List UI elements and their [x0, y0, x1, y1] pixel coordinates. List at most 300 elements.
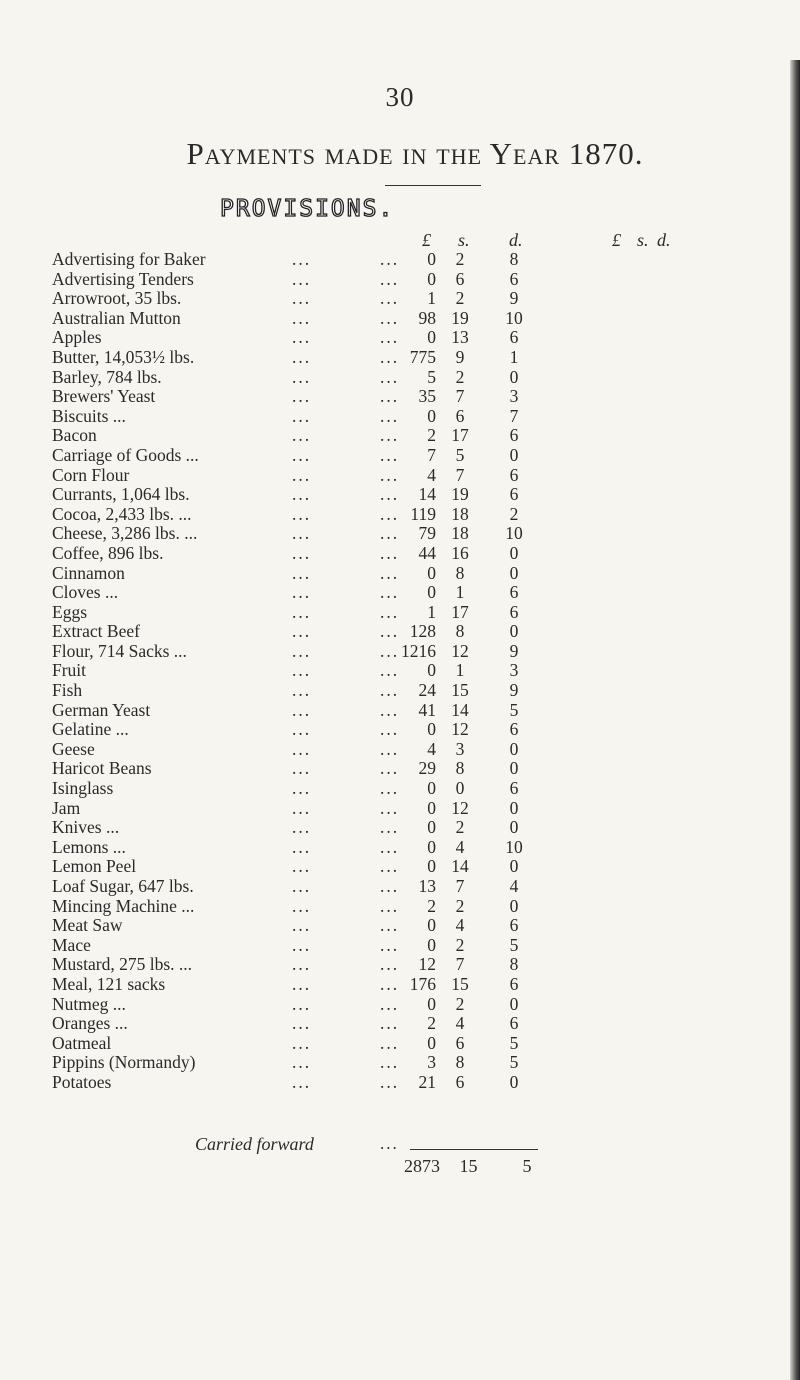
amount-pounds: 24	[418, 680, 436, 701]
table-row	[0, 661, 800, 681]
leader-dots: ...	[292, 405, 312, 426]
amount-pounds: 1216	[401, 640, 436, 661]
table-row	[0, 720, 800, 740]
leader-dots: ...	[292, 738, 312, 759]
table-row	[0, 681, 800, 701]
item-label: Potatoes	[52, 1071, 112, 1092]
leader-dots: ...	[380, 719, 400, 740]
leader-dots: ...	[380, 758, 400, 779]
amount-shillings: 8	[455, 758, 465, 779]
item-label: Butter, 14,053½ lbs.	[52, 346, 195, 367]
amount-pence: 0	[509, 817, 519, 838]
leader-dots: ...	[292, 915, 312, 936]
amount-pounds: 98	[418, 307, 436, 328]
table-row	[0, 857, 800, 877]
amount-pounds: 3	[427, 1052, 436, 1073]
col1-shillings-header: s.	[458, 230, 470, 250]
item-label: Currants, 1,064 lbs.	[52, 484, 190, 505]
amount-pence: 0	[509, 621, 519, 642]
item-label: Cheese, 3,286 lbs. ...	[52, 523, 198, 544]
item-label: Oatmeal	[52, 1032, 112, 1053]
amount-pounds: 4	[427, 738, 436, 759]
amount-pounds: 176	[409, 973, 436, 994]
table-row	[0, 524, 800, 544]
amount-pence: 6	[509, 915, 519, 936]
amount-pounds: 0	[427, 582, 436, 603]
leader-dots: ...	[292, 464, 312, 485]
amount-pounds: 1	[427, 288, 436, 309]
item-label: Apples	[52, 327, 102, 348]
amount-pounds: 21	[418, 1071, 436, 1092]
item-label: Loaf Sugar, 647 lbs.	[52, 876, 194, 896]
item-label: Extract Beef	[52, 621, 140, 642]
table-row	[0, 995, 800, 1015]
leader-dots: ...	[380, 464, 400, 485]
item-label: Geese	[52, 738, 95, 759]
amount-shillings: 2	[455, 288, 465, 309]
item-label: Cocoa, 2,433 lbs. ...	[52, 503, 192, 524]
leader-dots: ...	[380, 993, 400, 1014]
amount-pence: 9	[509, 680, 519, 701]
item-label: Gelatine ...	[52, 719, 129, 740]
amount-pence: 6	[509, 268, 519, 289]
leader-dots: ...	[292, 249, 312, 269]
leader-dots: ...	[292, 895, 312, 916]
amount-shillings: 6	[455, 1071, 465, 1092]
amount-pence: 0	[509, 797, 519, 818]
leader-dots: ...	[380, 484, 400, 505]
leader-dots: ...	[380, 386, 400, 407]
amount-pence: 0	[509, 1071, 519, 1092]
leader-dots: ...	[380, 660, 400, 681]
amount-pence: 1	[509, 346, 519, 367]
amount-shillings: 1	[455, 582, 465, 603]
amount-pounds: 44	[418, 542, 436, 563]
amount-pounds: 2	[427, 425, 436, 446]
amount-pence: 3	[509, 660, 519, 681]
amount-pence: 10	[505, 836, 523, 857]
amount-shillings: 7	[455, 386, 465, 407]
leader-dots: ...	[380, 856, 400, 877]
leader-dots: ...	[292, 640, 312, 661]
title-rule	[385, 185, 481, 186]
leader-dots: ...	[380, 288, 400, 309]
amount-pounds: 775	[409, 346, 436, 367]
amount-pence: 6	[509, 778, 519, 799]
leader-dots: ...	[292, 797, 312, 818]
amount-pounds: 4	[427, 464, 436, 485]
amount-shillings: 7	[455, 954, 465, 975]
table-row	[0, 1073, 800, 1093]
col2-shillings-header: s.	[637, 230, 649, 250]
leader-dots: ...	[380, 562, 400, 583]
amount-pence: 2	[509, 503, 519, 524]
leader-dots: ...	[292, 503, 312, 524]
section-heading: PROVISIONS.	[220, 196, 395, 222]
amount-pounds: 1	[427, 601, 436, 622]
item-label: Australian Mutton	[52, 307, 181, 328]
amount-pence: 4	[509, 876, 519, 896]
item-label: Jam	[52, 797, 81, 818]
amount-pence: 0	[509, 895, 519, 916]
leader-dots: ...	[292, 876, 312, 896]
amount-shillings: 2	[455, 993, 465, 1014]
amount-pence: 9	[509, 640, 519, 661]
leader-dots: ...	[292, 288, 312, 309]
leader-dots: ...	[380, 268, 400, 289]
table-row	[0, 368, 800, 388]
table-row	[0, 622, 800, 642]
amount-pence: 0	[509, 758, 519, 779]
amount-shillings: 12	[451, 640, 469, 661]
leader-dots: ...	[292, 425, 312, 446]
leader-dots: ...	[292, 307, 312, 328]
amount-pence: 10	[505, 523, 523, 544]
amount-pence: 6	[509, 464, 519, 485]
amount-shillings: 8	[455, 562, 465, 583]
amount-shillings: 2	[455, 817, 465, 838]
leader-dots: ...	[380, 876, 400, 896]
amount-pounds: 7	[427, 444, 436, 465]
table-row	[0, 799, 800, 819]
table-row	[0, 289, 800, 309]
item-label: Isinglass	[52, 778, 114, 799]
leader-dots: ...	[380, 542, 400, 563]
item-label: Brewers' Yeast	[52, 386, 156, 407]
amount-pence: 5	[509, 1052, 519, 1073]
table-row	[0, 779, 800, 799]
table-row	[0, 348, 800, 368]
amount-shillings: 6	[455, 268, 465, 289]
amount-shillings: 1	[455, 660, 465, 681]
leader-dots: ...	[292, 660, 312, 681]
amount-pounds: 0	[427, 915, 436, 936]
amount-shillings: 19	[451, 307, 469, 328]
amount-pounds: 0	[427, 268, 436, 289]
leader-dots: ...	[292, 699, 312, 720]
leader-dots: ...	[292, 366, 312, 387]
leader-dots: ...	[380, 346, 400, 367]
carried-forward-total	[380, 1156, 545, 1177]
amount-pounds: 0	[427, 993, 436, 1014]
item-label: Fish	[52, 680, 83, 701]
amount-shillings: 17	[451, 425, 469, 446]
item-label: Mustard, 275 lbs. ...	[52, 954, 192, 975]
leader-dots: ...	[292, 934, 312, 955]
leader-dots: ...	[380, 1032, 400, 1053]
amount-pence: 0	[509, 542, 519, 563]
item-label: Flour, 714 Sacks ...	[52, 640, 187, 661]
amount-shillings: 6	[455, 405, 465, 426]
item-label: Pippins (Normandy)	[52, 1052, 196, 1073]
amount-pence: 6	[509, 484, 519, 505]
leader-dots: ...	[380, 366, 400, 387]
amount-pounds: 0	[427, 934, 436, 955]
table-row	[0, 328, 800, 348]
amount-pounds: 35	[418, 386, 436, 407]
amount-pence: 6	[509, 719, 519, 740]
table-row	[0, 446, 800, 466]
item-label: Mincing Machine ...	[52, 895, 195, 916]
table-row	[0, 1014, 800, 1034]
amount-pounds: 0	[427, 562, 436, 583]
table-row	[0, 955, 800, 975]
amount-shillings: 8	[455, 621, 465, 642]
item-label: Barley, 784 lbs.	[52, 366, 162, 387]
table-row	[0, 485, 800, 505]
amount-pence: 8	[509, 954, 519, 975]
amount-pounds: 0	[427, 1032, 436, 1053]
col1-pence-header: d.	[509, 230, 523, 250]
amount-shillings: 8	[455, 1052, 465, 1073]
amount-shillings: 4	[455, 1013, 465, 1034]
leader-dots: ...	[380, 249, 400, 269]
leader-dots: ...	[380, 778, 400, 799]
amount-pounds: 12	[418, 954, 436, 975]
col2-pence-header: d.	[657, 230, 671, 250]
table-row	[0, 426, 800, 446]
leader-dots: ...	[292, 621, 312, 642]
amount-shillings: 15	[451, 973, 469, 994]
leader-dots: ...	[380, 680, 400, 701]
amount-pounds: 29	[418, 758, 436, 779]
amount-pounds: 14	[418, 484, 436, 505]
leader-dots: ...	[292, 856, 312, 877]
amount-shillings: 7	[455, 464, 465, 485]
item-label: Meal, 121 sacks	[52, 973, 166, 994]
amount-shillings: 7	[455, 876, 465, 896]
amount-pounds: 119	[410, 503, 436, 524]
leader-dots: ...	[380, 934, 400, 955]
leader-dots: ...	[292, 680, 312, 701]
table-row	[0, 250, 800, 270]
amount-pounds: 0	[427, 327, 436, 348]
amount-pence: 8	[509, 249, 519, 269]
leader-dots: ...	[292, 836, 312, 857]
leader-dots: ...	[292, 523, 312, 544]
amount-shillings: 14	[451, 699, 469, 720]
amount-pounds: 0	[427, 778, 436, 799]
amount-pence: 6	[509, 1013, 519, 1034]
leader-dots: ...	[292, 1071, 312, 1092]
leader-dots: ...	[380, 699, 400, 720]
item-label: Eggs	[52, 601, 87, 622]
item-label: Mace	[52, 934, 91, 955]
table-row	[0, 897, 800, 917]
table-row	[0, 387, 800, 407]
table-row	[0, 975, 800, 995]
amount-shillings: 12	[451, 719, 469, 740]
amount-shillings: 19	[451, 484, 469, 505]
leader-dots: ...	[380, 954, 400, 975]
leader-dots: ...	[380, 307, 400, 328]
leader-dots: ...	[380, 327, 400, 348]
table-row	[0, 603, 800, 623]
leader-dots: ...	[292, 601, 312, 622]
item-label: Biscuits ...	[52, 405, 126, 426]
amount-pence: 6	[509, 327, 519, 348]
col1-pounds-header: £	[422, 230, 431, 250]
item-label: Lemons ...	[52, 836, 126, 857]
carried-forward-label: Carried forward	[195, 1134, 314, 1154]
leader-dots: ...	[292, 444, 312, 465]
table-row	[0, 466, 800, 486]
leader-dots: ...	[380, 817, 400, 838]
amount-shillings: 9	[455, 346, 465, 367]
amount-pounds: 79	[418, 523, 436, 544]
amount-pence: 6	[509, 425, 519, 446]
amount-pounds: 0	[427, 719, 436, 740]
amount-pence: 6	[509, 601, 519, 622]
leader-dots: ...	[292, 1052, 312, 1073]
page-number: 30	[385, 82, 415, 112]
amount-shillings: 13	[451, 327, 469, 348]
page-binding-edge	[790, 60, 800, 1380]
col2-pounds-header: £	[612, 230, 621, 250]
amount-pence: 10	[505, 307, 523, 328]
leader-dots: ...	[292, 562, 312, 583]
table-row	[0, 1034, 800, 1054]
leader-dots: ...	[292, 386, 312, 407]
leader-dots: ...	[380, 1071, 400, 1092]
amount-shillings: 18	[451, 523, 469, 544]
amount-pounds: 5	[427, 366, 436, 387]
amount-pounds: 0	[427, 797, 436, 818]
leader-dots: ...	[380, 797, 400, 818]
leader-dots: ...	[380, 601, 400, 622]
table-row	[0, 583, 800, 603]
amount-pounds: 0	[427, 249, 436, 269]
leader-dots: ...	[380, 523, 400, 544]
leader-dots: ...	[380, 503, 400, 524]
item-label: Carriage of Goods ...	[52, 444, 199, 465]
table-row	[0, 505, 800, 525]
leader-dots: ...	[292, 1032, 312, 1053]
item-label: Nutmeg ...	[52, 993, 126, 1014]
item-label: Cinnamon	[52, 562, 125, 583]
item-label: German Yeast	[52, 699, 151, 720]
amount-pounds: 2	[427, 1013, 436, 1034]
item-label: Fruit	[52, 660, 87, 681]
item-label: Advertising Tenders	[52, 268, 194, 289]
amount-pence: 6	[509, 973, 519, 994]
amount-pence: 5	[509, 699, 519, 720]
amount-pounds: 13	[418, 876, 436, 896]
leader-dots: ...	[292, 327, 312, 348]
leader-dots: ...	[380, 425, 400, 446]
amount-shillings: 2	[455, 366, 465, 387]
amount-shillings: 15	[451, 680, 469, 701]
amount-pence: 9	[509, 288, 519, 309]
item-label: Meat Saw	[52, 915, 123, 936]
amount-shillings: 0	[455, 778, 465, 799]
amount-pence: 5	[509, 934, 519, 955]
amount-pence: 0	[509, 444, 519, 465]
amount-shillings: 2	[455, 895, 465, 916]
amount-shillings: 2	[455, 249, 465, 269]
item-label: Coffee, 896 lbs.	[52, 542, 164, 563]
amount-shillings: 14	[451, 856, 469, 877]
table-row	[0, 407, 800, 427]
item-label: Cloves ...	[52, 582, 119, 603]
amount-shillings: 6	[455, 1032, 465, 1053]
amount-shillings: 12	[451, 797, 469, 818]
amount-shillings: 2	[455, 934, 465, 955]
leader-dots: ...	[380, 640, 400, 661]
leader-dots: ...	[380, 836, 400, 857]
leader-dots: ...	[292, 582, 312, 603]
amount-pence: 0	[509, 993, 519, 1014]
total-shillings: 15	[459, 1156, 478, 1176]
leader-dots: ...	[292, 758, 312, 779]
amount-pounds: 128	[409, 621, 436, 642]
amount-pounds: 0	[427, 660, 436, 681]
table-row	[0, 818, 800, 838]
table-row	[0, 759, 800, 779]
leader-dots: ...	[380, 895, 400, 916]
table-row	[0, 877, 800, 897]
leader-dots: ...	[292, 268, 312, 289]
table-row	[0, 916, 800, 936]
item-label: Knives ...	[52, 817, 120, 838]
amount-pence: 7	[509, 405, 519, 426]
ledger-table	[0, 250, 800, 1093]
amount-pence: 6	[509, 582, 519, 603]
leader-dots: ...	[292, 719, 312, 740]
leader-dots: ...	[380, 405, 400, 426]
leader-dots: ...	[380, 1134, 399, 1153]
leader-dots: ...	[380, 582, 400, 603]
leader-dots: ...	[380, 738, 400, 759]
table-row	[0, 936, 800, 956]
amount-pence: 0	[509, 366, 519, 387]
item-label: Arrowroot, 35 lbs.	[52, 288, 182, 309]
amount-pounds: 0	[427, 836, 436, 857]
amount-pence: 5	[509, 1032, 519, 1053]
leader-dots: ...	[292, 542, 312, 563]
leader-dots: ...	[380, 444, 400, 465]
item-label: Bacon	[52, 425, 97, 446]
page-title: Payments made in the Year 1870.	[186, 136, 644, 171]
leader-dots: ...	[380, 915, 400, 936]
table-row	[0, 642, 800, 662]
item-label: Oranges ...	[52, 1013, 128, 1034]
leader-dots: ...	[292, 1013, 312, 1034]
table-row	[0, 564, 800, 584]
item-label: Haricot Beans	[52, 758, 152, 779]
leader-dots: ...	[292, 993, 312, 1014]
leader-dots: ...	[292, 778, 312, 799]
total-rule	[410, 1149, 538, 1150]
amount-shillings: 5	[455, 444, 465, 465]
amount-shillings: 4	[455, 915, 465, 936]
total-pounds: 2873	[404, 1156, 440, 1176]
amount-pounds: 0	[427, 405, 436, 426]
table-row	[0, 701, 800, 721]
amount-pounds: 0	[427, 856, 436, 877]
amount-pence: 3	[509, 386, 519, 407]
amount-pounds: 41	[418, 699, 436, 720]
table-row	[0, 740, 800, 760]
total-pence: 5	[522, 1156, 532, 1176]
amount-shillings: 18	[451, 503, 469, 524]
leader-dots: ...	[380, 973, 400, 994]
item-label: Lemon Peel	[52, 856, 137, 877]
table-row	[0, 838, 800, 858]
amount-shillings: 3	[455, 738, 465, 759]
amount-pounds: 0	[427, 817, 436, 838]
leader-dots: ...	[380, 1052, 400, 1073]
